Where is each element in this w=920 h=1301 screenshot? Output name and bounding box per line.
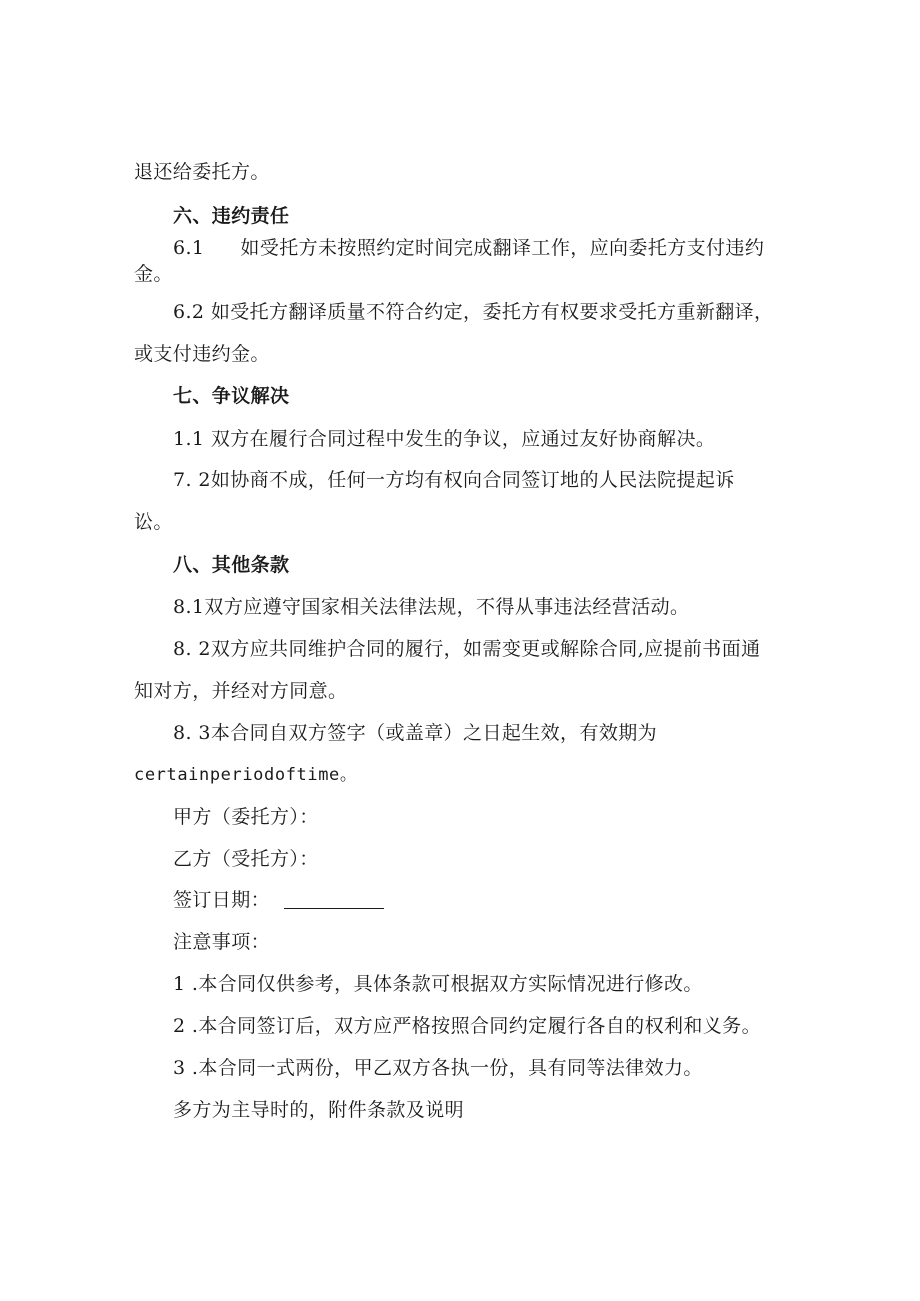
clause-6-2-line-1: 6.2 如受托方翻译质量不符合约定，委托方有权要求受托方重新翻译， bbox=[173, 301, 774, 323]
footer-line: 多方为主导时的，附件条款及说明 bbox=[173, 1099, 465, 1121]
clause-8-2-line-1: 8. 2双方应共同维护合同的履行，如需变更或解除合同,应提前书面通 bbox=[173, 638, 761, 660]
clause-6-1-number: 6.1 bbox=[173, 237, 205, 259]
section-8-heading: 八、其他条款 bbox=[173, 554, 290, 576]
sign-date-label: 签订日期： bbox=[173, 889, 271, 911]
party-b-label: 乙方（受托方）： bbox=[173, 848, 319, 870]
notes-heading: 注意事项： bbox=[173, 931, 271, 953]
clause-6-2-line-2: 或支付违约金。 bbox=[134, 343, 270, 365]
section-6-heading: 六、违约责任 bbox=[173, 205, 290, 227]
note-2: 2 .本合同签订后，双方应严格按照合同约定履行各自的权利和义务。 bbox=[173, 1015, 761, 1037]
party-a-label: 甲方（委托方）： bbox=[173, 806, 319, 828]
clause-8-3-line-2: certainperiodoftime。 bbox=[134, 765, 358, 785]
clause-6-1-line-1 bbox=[173, 236, 764, 260]
sign-date-row bbox=[173, 888, 384, 912]
note-3: 3 .本合同一式两份，甲乙双方各执一份，具有同等法律效力。 bbox=[173, 1057, 703, 1079]
paragraph-refund-tail: 退还给委托方。 bbox=[134, 161, 270, 183]
sign-date-blank bbox=[284, 890, 384, 909]
clause-8-3-line-1: 8. 3本合同自双方签字（或盖章）之日起生效，有效期为 bbox=[173, 722, 658, 744]
clause-7-2-line-2: 讼。 bbox=[134, 511, 173, 533]
clause-7-1: 1.1 双方在履行合同过程中发生的争议，应通过友好协商解决。 bbox=[173, 428, 716, 450]
section-7-heading: 七、争议解决 bbox=[173, 385, 290, 407]
clause-8-2-line-2: 知对方，并经对方同意。 bbox=[134, 680, 348, 702]
clause-8-1: 8.1双方应遵守国家相关法律法规，不得从事违法经营活动。 bbox=[173, 596, 690, 618]
clause-6-1-line-2: 金。 bbox=[134, 263, 173, 285]
note-1: 1 .本合同仅供参考，具体条款可根据双方实际情况进行修改。 bbox=[173, 973, 703, 995]
clause-6-1-text: 如受托方未按照约定时间完成翻译工作，应向委托方支付违约 bbox=[240, 237, 765, 259]
clause-7-2-line-1: 7. 2如协商不成，任何一方均有权向合同签订地的人民法院提起诉 bbox=[173, 469, 735, 491]
